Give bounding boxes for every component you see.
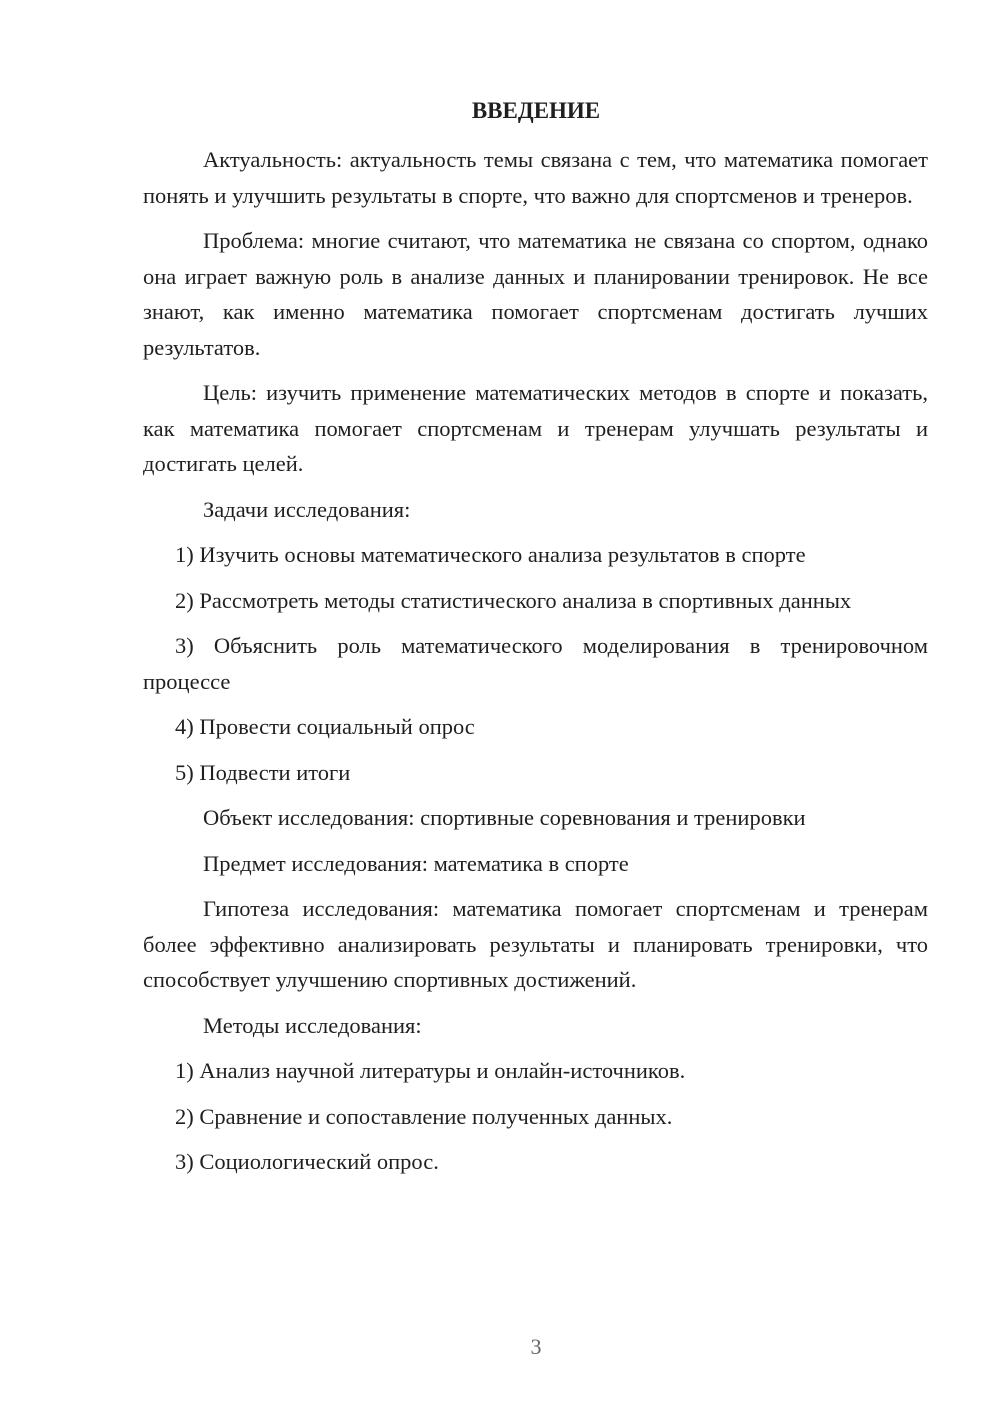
tasks-heading: Задачи исследования: bbox=[203, 496, 411, 522]
subject-paragraph: Предмет исследования: математика в спорте bbox=[203, 850, 629, 876]
relevance-paragraph: Актуальность: актуальность темы связана с тем, что математика помогает понять и улучшить результаты в спорте, что важно для спортсменов и тренеров. bbox=[143, 147, 928, 208]
page-number: 3 bbox=[530, 1334, 542, 1359]
method-item-2: 2) Сравнение и сопоставление полученных данных. bbox=[175, 1103, 673, 1129]
goal-paragraph: Цель: изучить применение математических методов в спорте и показать, как математика помогает спортсменам и тренерам улучшать результаты и достигать целей. bbox=[143, 380, 928, 476]
task-item-4: 4) Провести социальный опрос bbox=[175, 714, 475, 739]
page-title: ВВЕДЕНИЕ bbox=[471, 98, 601, 123]
object-paragraph: Объект исследования: спортивные соревнования и тренировки bbox=[203, 805, 806, 830]
methods-heading: Методы исследования: bbox=[203, 1012, 422, 1038]
method-item-3: 3) Социологический опрос. bbox=[175, 1149, 439, 1174]
document-body bbox=[143, 142, 928, 1190]
task-item-5: 5) Подвести итоги bbox=[175, 759, 351, 785]
method-item-1: 1) Анализ научной литературы и онлайн-источников. bbox=[175, 1058, 686, 1083]
task-item-1: 1) Изучить основы математического анализа результатов в спорте bbox=[175, 542, 806, 567]
task-item-3: 3) Объяснить роль математического моделирования в тренировочном процессе bbox=[143, 633, 928, 694]
problem-paragraph: Проблема: многие считают, что математика не связана со спортом, однако она играет важную роль в анализе данных и планировании тренировок. Не все знают, как именно математика помогает спортсменам достигать лучших результатов. bbox=[143, 228, 928, 360]
hypothesis-paragraph: Гипотеза исследования: математика помогает спортсменам и тренерам более эффективно анализировать результаты и планировать тренировки, что способствует улучшению спортивных достижений. bbox=[143, 896, 928, 992]
task-item-2: 2) Рассмотреть методы статистического анализа в спортивных данных bbox=[175, 587, 852, 613]
